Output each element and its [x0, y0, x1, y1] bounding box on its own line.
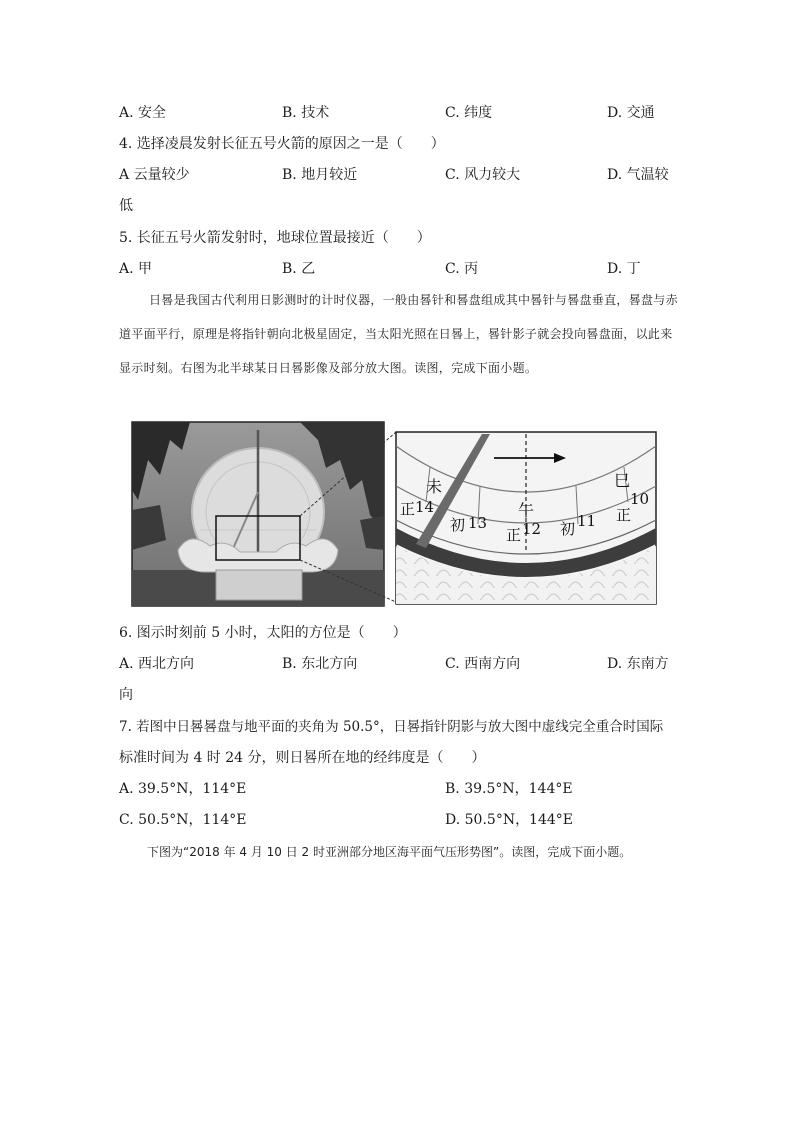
label-12: 12 — [522, 520, 542, 538]
q6-option-d: D. 东南方 — [607, 656, 669, 672]
q3-option-b: B. 技术 — [282, 105, 330, 121]
pressure-map-passage: 下图为“2018 年 4 月 10 日 2 时亚洲部分地区海平面气压形势图”。读图，完成下面小题。 — [147, 845, 632, 859]
q4-option-d: D. 气温较 — [607, 167, 669, 183]
q3-option-d: D. 交通 — [607, 105, 655, 121]
label-zheng-right: 正 — [616, 506, 632, 524]
q6-option-b: B. 东北方向 — [282, 656, 358, 672]
q7-option-a: A. 39.5°N，114°E — [119, 781, 247, 797]
q5-option-b: B. 乙 — [282, 261, 316, 277]
q4-stem: 4. 选择凌晨发射长征五号火箭的原因之一是（ ） — [119, 136, 445, 152]
q4-option-b: B. 地月较近 — [282, 167, 358, 183]
q7-stem-line2: 标准时间为 4 时 24 分，则日晷所在地的经纬度是（ ） — [119, 750, 486, 766]
label-zheng-mid: 正 — [506, 526, 522, 544]
q4-option-c: C. 风力较大 — [445, 167, 521, 183]
label-wu: 午 — [518, 501, 535, 520]
q6-option-c: C. 西南方向 — [445, 656, 521, 672]
sundial-figure — [130, 420, 658, 610]
label-11: 11 — [577, 512, 597, 530]
label-si: 巳 — [614, 471, 631, 490]
label-wei: 未 — [426, 477, 443, 496]
q7-option-c: C. 50.5°N，114°E — [119, 812, 247, 828]
q5-option-a: A. 甲 — [119, 261, 153, 277]
q7-stem-line1: 7. 若图中日晷晷盘与地平面的夹角为 50.5°，日晷指针阴影与放大图中虚线完全重合时国际 — [119, 719, 664, 735]
q4-option-d-wrap: 低 — [119, 198, 133, 214]
q5-option-c: C. 丙 — [445, 261, 479, 277]
q6-option-a: A. 西北方向 — [119, 656, 195, 672]
q6-stem: 6. 图示时刻前 5 小时，太阳的方位是（ ） — [119, 625, 407, 641]
sundial-passage: 日晷是我国古代利用日影测时的计时仪器，一般由晷针和晷盘组成其中晷针与晷盘垂直，晷盘与赤道平面平行，原理是将指针朝向北极星固定，当太阳光照在日晷上，晷针影子就会投向晷盘面，以此来显示时刻。右图为北半球某日日晷影像及部分放大图。读图，完成下面小题。 — [119, 293, 678, 375]
q7-option-b: B. 39.5°N，144°E — [445, 781, 573, 797]
label-13: 13 — [468, 514, 488, 532]
q4-option-a: A 云量较少 — [119, 167, 190, 183]
q6-option-d-wrap: 向 — [119, 687, 133, 703]
q3-option-c: C. 纬度 — [445, 105, 493, 121]
q5-stem: 5. 长征五号火箭发射时，地球位置最接近（ ） — [119, 230, 431, 246]
q5-option-d: D. 丁 — [607, 261, 641, 277]
label-zheng-left: 正 — [400, 500, 416, 518]
label-14: 14 — [415, 498, 435, 516]
sundial-photo — [132, 422, 384, 606]
q3-option-a: A. 安全 — [119, 105, 167, 121]
label-10: 10 — [630, 490, 650, 508]
label-chu-left: 初 — [450, 516, 466, 534]
q7-option-d: D. 50.5°N，144°E — [445, 812, 574, 828]
sundial-enlarged-detail — [396, 432, 656, 604]
label-chu-right: 初 — [560, 520, 576, 538]
